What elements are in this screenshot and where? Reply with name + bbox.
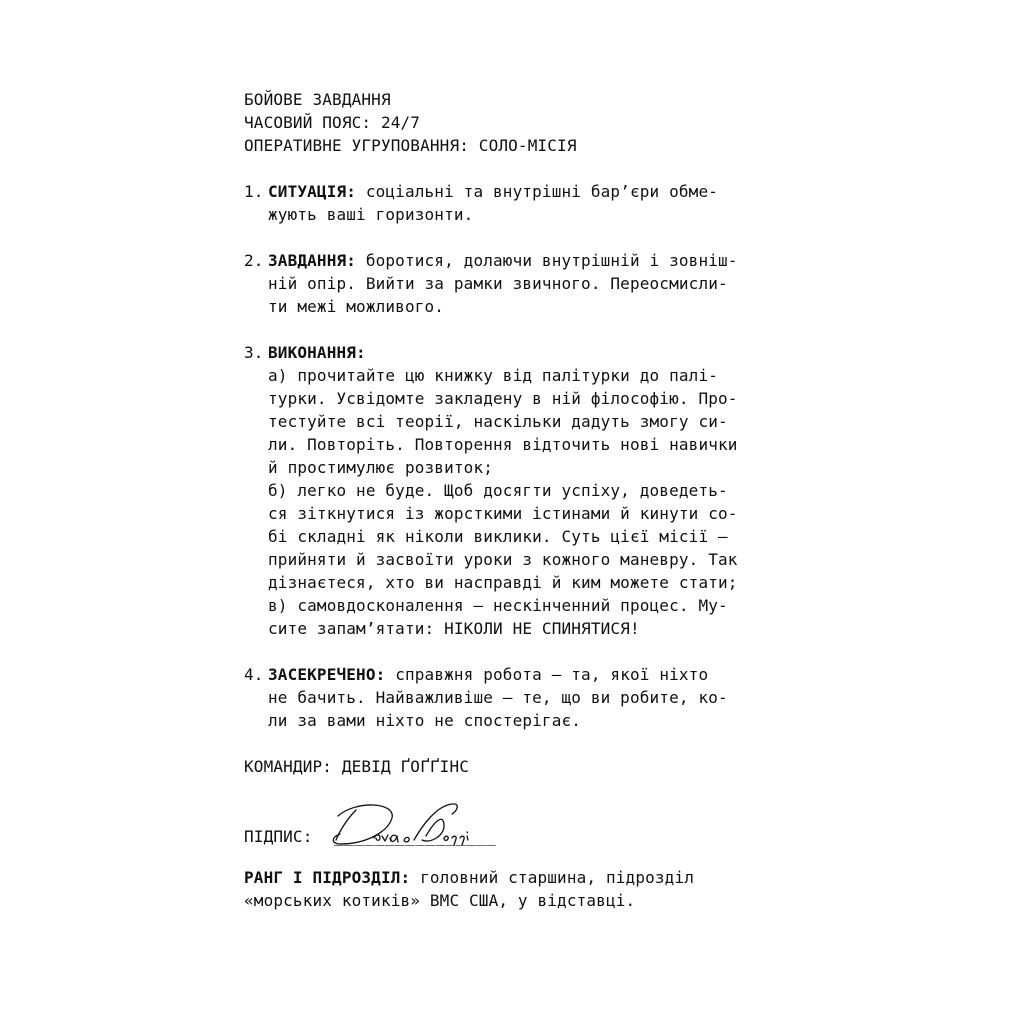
rank-title: РАНГ І ПІДРОЗДІЛ: bbox=[244, 868, 411, 887]
section-line: ли. Повторіть. Повторення відточить нові навички bbox=[268, 435, 738, 454]
header-title: БОЙОВЕ ЗАВДАННЯ bbox=[244, 90, 391, 109]
section-first-line bbox=[268, 341, 784, 364]
section-line: сите запам’ятати: НІКОЛИ НЕ СПИНЯТИСЯ! bbox=[268, 619, 640, 638]
section-line: дізнаєтеся, хто ви насправді й ким можете стати; bbox=[268, 573, 738, 592]
signature-label: ПІДПИС: bbox=[244, 827, 313, 846]
signature-underline: ________________ bbox=[334, 827, 497, 846]
header-task-force: ОПЕРАТИВНЕ УГРУПОВАННЯ: СОЛО-МІСІЯ bbox=[244, 136, 577, 155]
commander-line: КОМАНДИР: ДЕВІД ҐОҐҐІНС bbox=[244, 757, 470, 776]
section-situation bbox=[244, 180, 784, 226]
section-execution bbox=[244, 341, 784, 640]
section-line: ній опір. Вийти за рамки звичного. Переосмисли- bbox=[268, 274, 728, 293]
section-title: ЗАВДАННЯ: bbox=[268, 251, 357, 270]
rank-first-line bbox=[244, 866, 784, 889]
section-line: в) самовдосконалення — нескінченний процес. Му- bbox=[268, 596, 728, 615]
section-number: 2. bbox=[244, 251, 264, 270]
rank-text: головний старшина, підрозділ bbox=[410, 868, 695, 887]
section-mission bbox=[244, 249, 784, 318]
signature-row bbox=[244, 802, 784, 848]
document-header bbox=[244, 88, 784, 157]
header-timezone: ЧАСОВИЙ ПОЯС: 24/7 bbox=[244, 113, 421, 132]
section-title: ЗАСЕКРЕЧЕНО: bbox=[268, 665, 386, 684]
section-line: бі складні як ніколи виклики. Суть цієї місії — bbox=[268, 527, 728, 546]
section-classified bbox=[244, 663, 784, 732]
handwritten-signature bbox=[326, 796, 486, 852]
section-title: СИТУАЦІЯ: bbox=[268, 182, 357, 201]
rank-section bbox=[244, 866, 784, 912]
section-line: жують ваші горизонти. bbox=[268, 205, 474, 224]
section-first-line bbox=[268, 249, 784, 272]
section-number: 1. bbox=[244, 182, 264, 201]
section-line: не бачить. Найважливіше — те, що ви робите, ко- bbox=[268, 688, 728, 707]
section-line: а) прочитайте цю книжку від палітурки до палі- bbox=[268, 366, 719, 385]
section-line: прийняти й засвоїти уроки з кожного маневру. Так bbox=[268, 550, 738, 569]
mission-document bbox=[244, 88, 784, 912]
section-text: боротися, долаючи внутрішній і зовніш- bbox=[356, 251, 738, 270]
section-line: б) легко не буде. Щоб досягти успіху, доведеть- bbox=[268, 481, 728, 500]
section-line: й простимулює розвиток; bbox=[268, 458, 494, 477]
section-line: ли за вами ніхто не спостерігає. bbox=[268, 711, 582, 730]
section-first-line bbox=[268, 663, 784, 686]
section-number: 3. bbox=[244, 343, 264, 362]
section-line: тестуйте всі теорії, наскільки дадуть змогу си- bbox=[268, 412, 728, 431]
section-line: турки. Усвідомте закладену в ній філософію. Про- bbox=[268, 389, 738, 408]
section-number: 4. bbox=[244, 665, 264, 684]
section-first-line bbox=[268, 180, 784, 203]
section-line: ся зіткнутися із жорсткими істинами й кинути со- bbox=[268, 504, 738, 523]
section-text: соціальні та внутрішні бар’єри обме- bbox=[356, 182, 719, 201]
rank-second-line: «морських котиків» ВМС США, у відставці. bbox=[244, 891, 636, 910]
section-title: ВИКОНАННЯ: bbox=[268, 343, 366, 362]
section-line: ти межі можливого. bbox=[268, 297, 445, 316]
section-text: справжня робота — та, якої ніхто bbox=[385, 665, 709, 684]
